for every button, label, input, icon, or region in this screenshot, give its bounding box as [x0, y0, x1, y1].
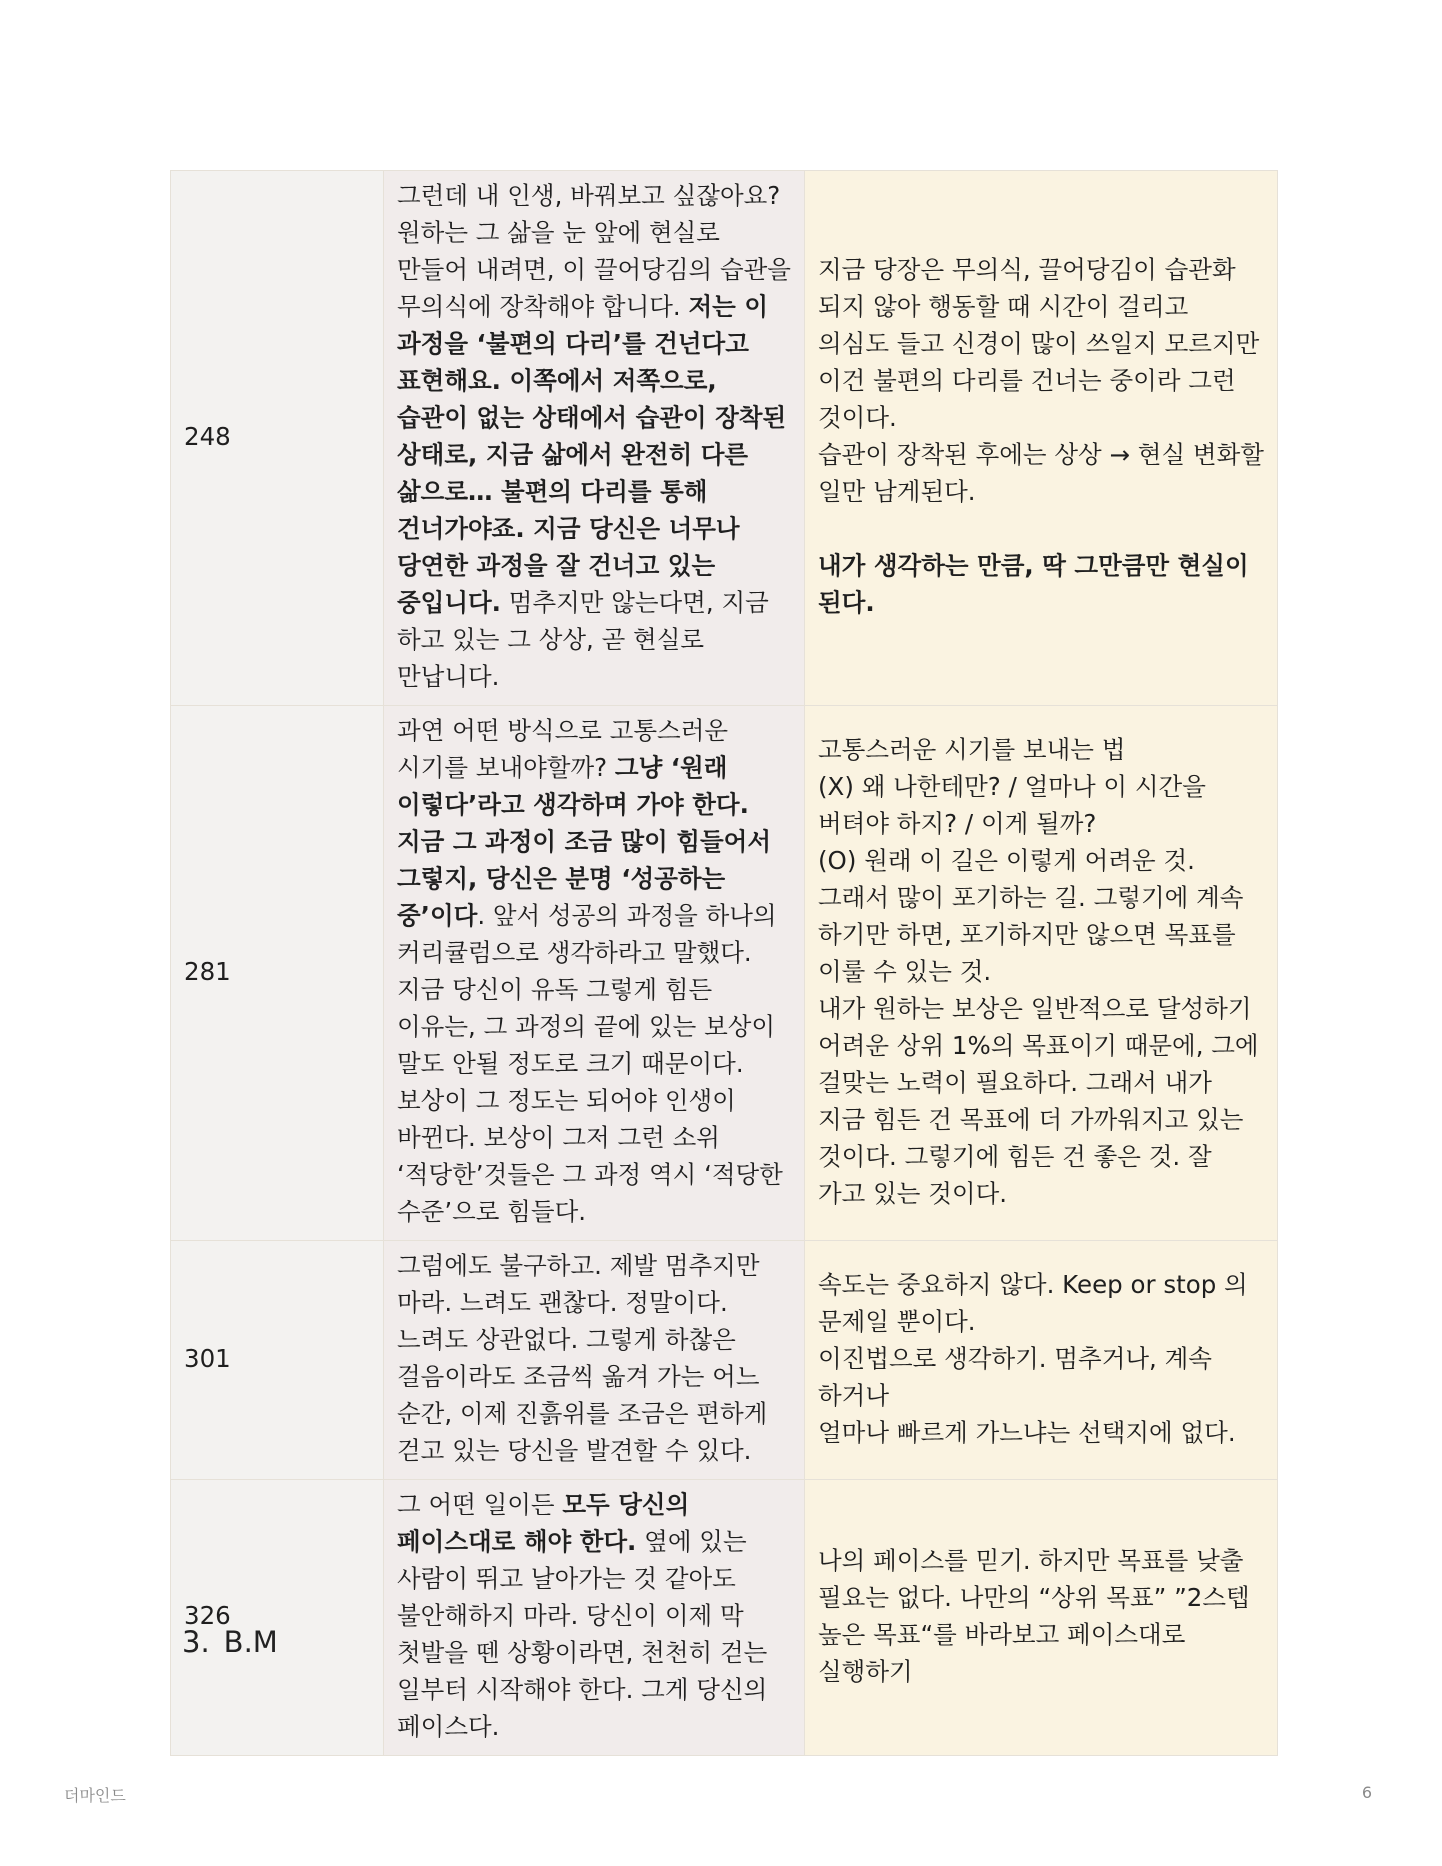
- page-number-cell: 326: [171, 1480, 384, 1756]
- note-cell: [805, 706, 1278, 1241]
- quote-text: 그 어떤 일이든: [397, 1490, 563, 1519]
- table-row: [171, 706, 1278, 1241]
- table-row: [171, 1480, 1278, 1756]
- quote-highlight: 그냥 ‘원래 이렇다’라고 생각하며 가야 한다. 지금 그 과정이 조금 많이 힘들어서 그렇지, 당신은 분명 ‘성공하는 중’이다: [397, 753, 771, 930]
- note-spacer: [818, 510, 1264, 547]
- note-line: 습관이 장착된 후에는 상상 → 현실 변화할 일만 남게된다.: [818, 440, 1264, 506]
- note-cell: [805, 1241, 1278, 1480]
- section-title: B.M: [223, 1625, 278, 1659]
- note-line: 지금 당장은 무의식, 끌어당김이 습관화 되지 않아 행동할 때 시간이 걸리고 의심도 들고 신경이 많이 쓰일지 모르지만 이건 불편의 다리를 건너는 중이라 그런 것이다.: [818, 255, 1260, 432]
- table-row: [171, 171, 1278, 706]
- note-line: 나의 페이스를 믿기. 하지만 목표를 낮출 필요는 없다. 나만의 “상위 목표” ”2스텝 높은 목표“를 바라보고 페이스대로 실행하기: [818, 1545, 1250, 1686]
- quote-cell: [384, 706, 805, 1241]
- quote-highlight: 저는 이 과정을 ‘불편의 다리’를 건넌다고 표현해요. 이쪽에서 저쪽으로, 습관이 없는 상태에서 습관이 장착된 상태로, 지금 삶에서 완전히 다른 삶으로… 불편의 다리를 통해 건너가야죠. 지금 당신은 너무나 당연한 과정을 잘 건너고 있는 중입니다.: [397, 292, 787, 617]
- page-number-cell: 301: [171, 1241, 384, 1480]
- section-number: 3.: [182, 1625, 210, 1659]
- quote-text: 그런데 내 인생, 바꿔보고 싶잖아요? 원하는 그 삶을 눈 앞에 현실로 만들어 내려면, 이 끌어당김의 습관을 무의식에 장착해야 합니다.: [397, 181, 791, 321]
- note-cell: [805, 171, 1278, 706]
- quote-cell: [384, 171, 805, 706]
- quote-text: . 앞서 성공의 과정을 하나의 커리큘럼으로 생각하라고 말했다. 지금 당신이 유독 그렇게 힘든 이유는, 그 과정의 끝에 있는 보상이 말도 안될 정도로 크기 때문이다. 보상이 그 정도는 되어야 인생이 바뀐다. 보상이 그저 그런 소위 ‘적당한’것들은 그 과정 역시 ‘적당한 수준’으로 힘들다.: [397, 901, 783, 1226]
- note-line: 내가 원하는 보상은 일반적으로 달성하기 어려운 상위 1%의 목표이기 때문에, 그에 걸맞는 노력이 필요하다. 그래서 내가 지금 힘든 건 목표에 더 가까워지고 있는 것이다. 그렇기에 힘든 건 좋은 것. 잘 가고 있는 것이다.: [818, 993, 1259, 1208]
- note-highlight: 내가 생각하는 만큼, 딱 그만큼만 현실이 된다.: [818, 551, 1249, 617]
- note-cell: [805, 1480, 1278, 1756]
- note-line: 얼마나 빠르게 가느냐는 선택지에 없다.: [818, 1417, 1236, 1447]
- quote-text: 옆에 있는 사람이 뛰고 날아가는 것 같아도 불안해하지 마라. 당신이 이제 막 첫발을 뗀 상황이라면, 천천히 걷는 일부터 시작해야 한다. 그게 당신의 페이스다.: [397, 1527, 768, 1741]
- quote-cell: [384, 1241, 805, 1480]
- footer-page-number: 6: [1361, 1783, 1372, 1802]
- quote-text: 멈추지만 않는다면, 지금 하고 있는 그 상상, 곧 현실로 만납니다.: [397, 588, 769, 691]
- footer-brand: 더마인드: [64, 1786, 126, 1805]
- table-row: [171, 1241, 1278, 1480]
- page-number-cell: 281: [171, 706, 384, 1241]
- note-line: 이진법으로 생각하기. 멈추거나, 계속 하거나: [818, 1343, 1212, 1410]
- note-line: 속도는 중요하지 않다. Keep or stop 의 문제일 뿐이다.: [818, 1269, 1248, 1336]
- page-number-cell: 248: [171, 171, 384, 706]
- section-heading: [182, 1622, 278, 1662]
- quote-cell: [384, 1480, 805, 1756]
- table-body: [171, 171, 1278, 1756]
- note-line: 고통스러운 시기를 보내는 법: [818, 734, 1126, 764]
- quote-highlight: 모두 당신의 페이스대로 해야 한다.: [397, 1490, 690, 1556]
- quote-text: 과연 어떤 방식으로 고통스러운 시기를 보내야할까?: [397, 716, 729, 782]
- quote-text: 그럼에도 불구하고. 제발 멈추지만 마라. 느려도 괜찮다. 정말이다. 느려도 상관없다. 그렇게 하찮은 걸음이라도 조금씩 옮겨 가는 어느 순간, 이제 진흙위를 조금은 편하게 걷고 있는 당신을 발견할 수 있다.: [397, 1251, 768, 1465]
- book-notes-table: [170, 170, 1278, 1756]
- note-line: (O) 원래 이 길은 이렇게 어려운 것. 그래서 많이 포기하는 길. 그렇기에 계속 하기만 하면, 포기하지만 않으면 목표를 이룰 수 있는 것.: [818, 845, 1244, 986]
- note-line: (X) 왜 나한테만? / 얼마나 이 시간을 버텨야 하지? / 이게 될까?: [818, 771, 1206, 838]
